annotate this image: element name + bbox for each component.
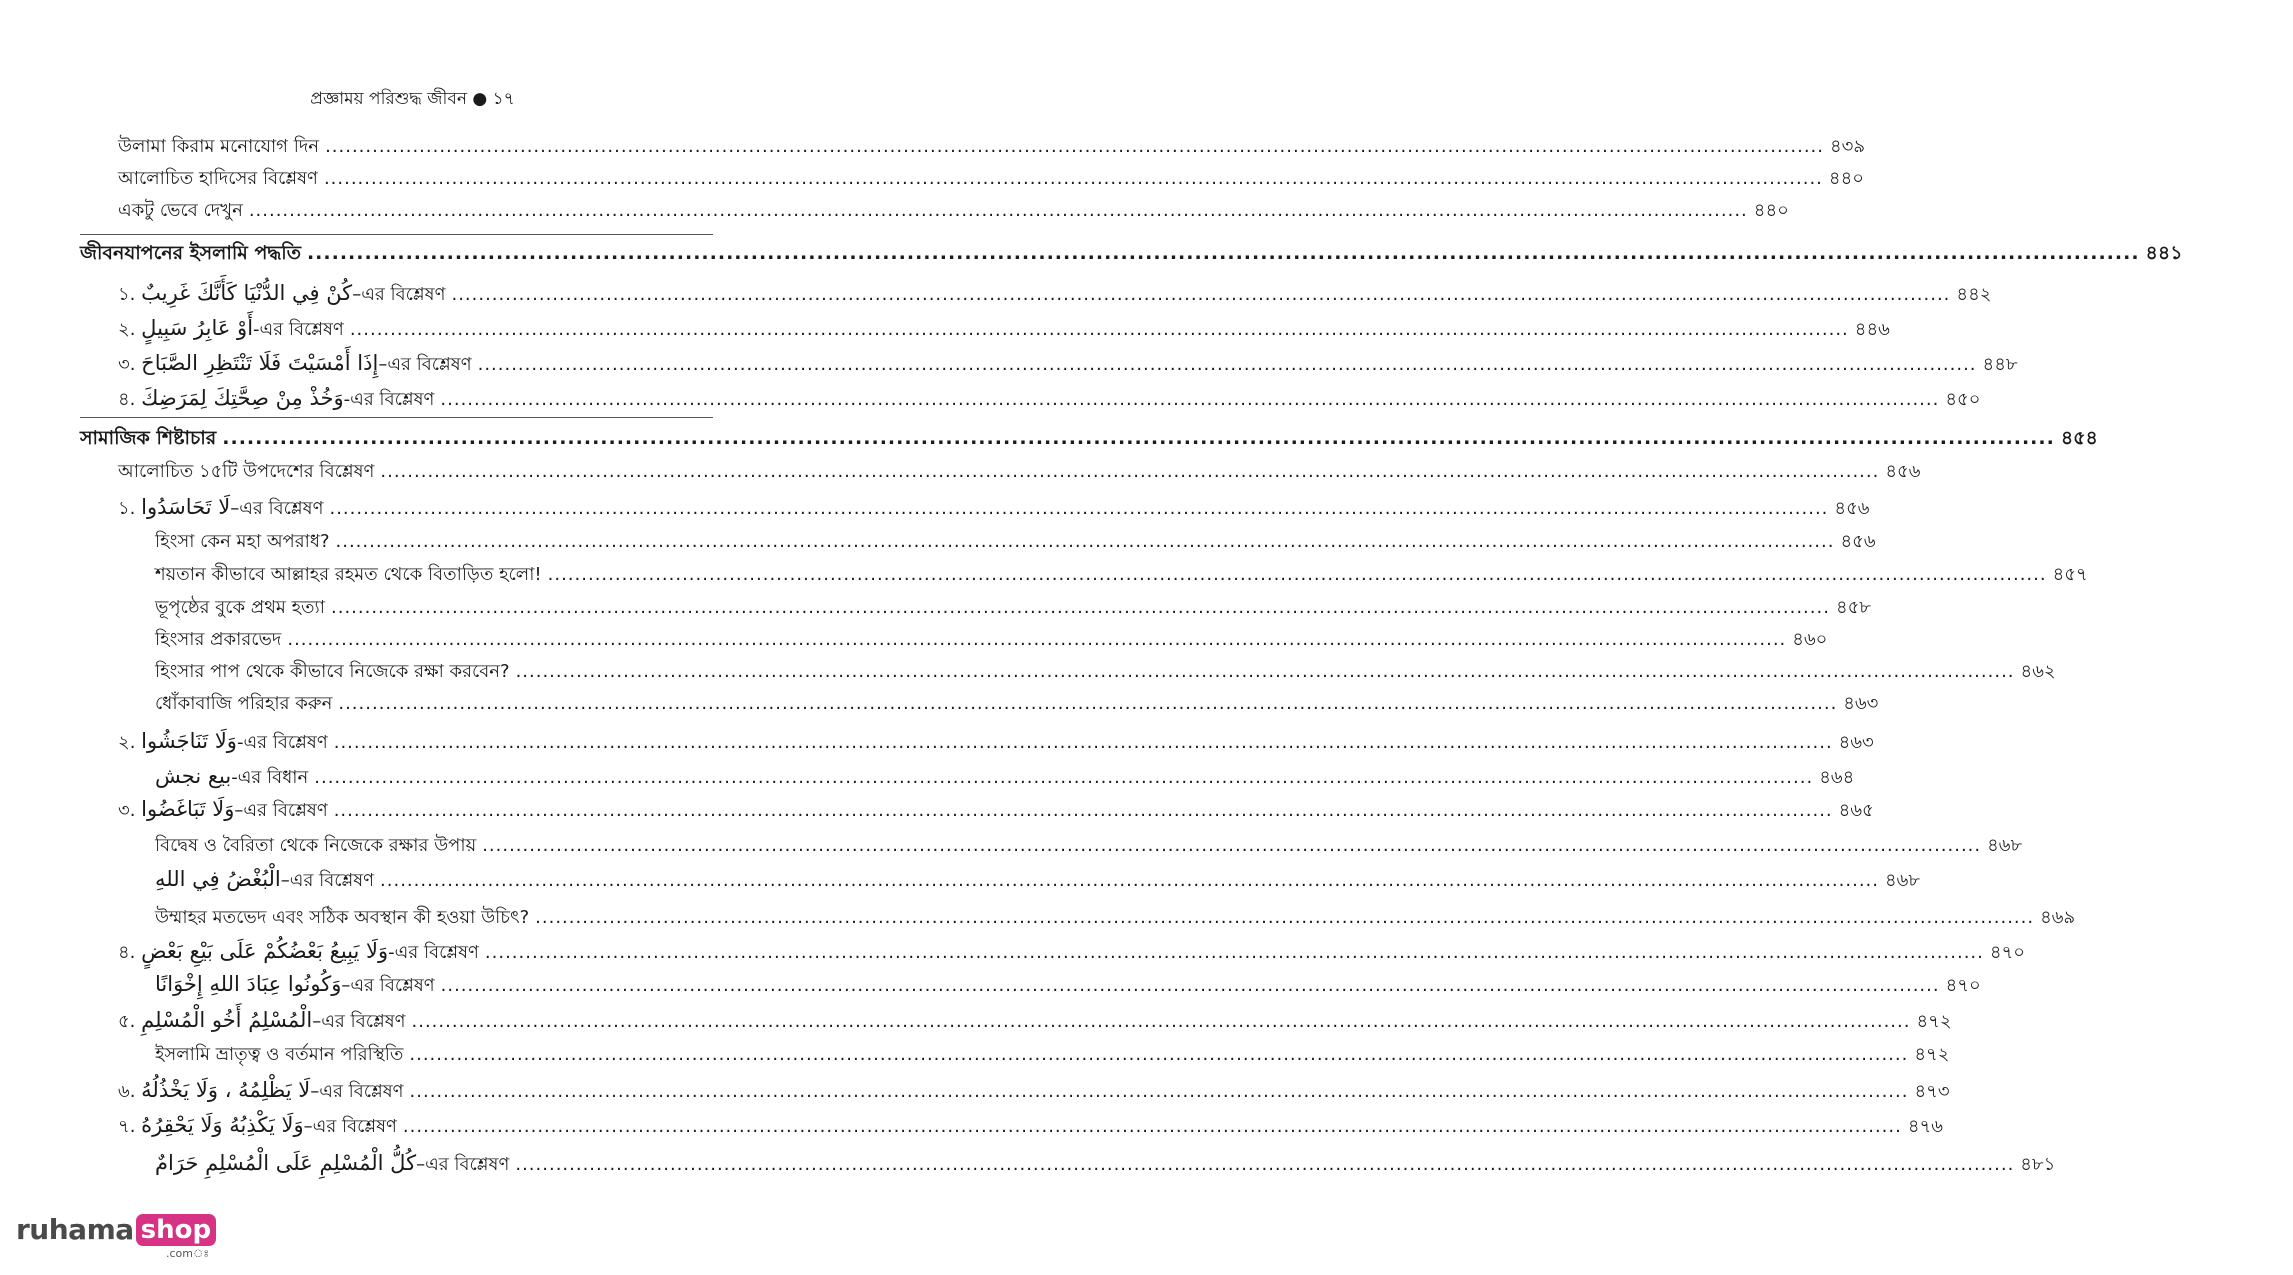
entry-page: ৪৬২ xyxy=(2020,661,2056,682)
arabic-phrase: بيع نجش xyxy=(155,764,232,788)
entry-page: ৪৬৫ xyxy=(1838,800,1874,821)
section-divider xyxy=(80,417,713,418)
entry-page: ৪৭৩ xyxy=(1914,1081,1950,1102)
entry-page: ৪৬৮ xyxy=(1884,870,1921,891)
entry-page: ৪৫৮ xyxy=(1835,597,1871,618)
toc-entry[interactable] xyxy=(0,527,1986,559)
entry-suffix: –এর বিশ্লেষণ xyxy=(312,1011,406,1032)
toc-entry[interactable] xyxy=(0,657,2166,689)
toc-entry[interactable] xyxy=(0,796,1984,828)
entry-page: ৪৪০ xyxy=(1828,168,1864,189)
entry-page: ৪৫৬ xyxy=(1885,461,1921,482)
arabic-phrase: الْمُسْلِمُ أَخُو الْمُسْلِمِ xyxy=(141,1008,313,1032)
entry-page: ৪৫৭ xyxy=(2052,564,2088,585)
entry-page: ৪৬৪ xyxy=(1819,767,1855,788)
entry-page: ৪৭২ xyxy=(1914,1044,1950,1065)
entry-page: ৪৬৩ xyxy=(1838,732,1874,753)
entry-page: ৪৮১ xyxy=(2020,1154,2056,1175)
entry-number: ৩. xyxy=(118,800,136,821)
toc-entry[interactable] xyxy=(0,385,2090,417)
entry-page: ৪৭০ xyxy=(1945,975,1981,996)
entry-title: উম্মাহর মতভেদ এবং সঠিক অবস্থান কী হওয়া উচিৎ? xyxy=(155,907,530,928)
entry-number: ১. xyxy=(118,498,136,519)
entry-title: ইসলামি ভ্রাতৃত্ব ও বর্তমান পরিস্থিতি xyxy=(155,1044,404,1065)
entry-page: ৪৩৯ xyxy=(1830,136,1866,157)
toc-entry[interactable] xyxy=(0,625,1937,657)
entry-suffix: –এর বিশ্লেষণ xyxy=(280,870,375,891)
entry-page: ৪৬৮ xyxy=(1987,835,2023,856)
toc-entry[interactable] xyxy=(0,1007,2062,1039)
entry-page: ৪৫০ xyxy=(1945,389,1981,410)
entry-suffix: –এর বিশ্লেষণ xyxy=(378,354,472,375)
entry-number: ৪. xyxy=(118,942,136,963)
toc-entry[interactable] xyxy=(0,1077,2060,1109)
entry-number: ৭. xyxy=(118,1116,136,1137)
entry-page: ৪৫৪ xyxy=(2060,427,2098,449)
toc-entry[interactable] xyxy=(0,689,1988,721)
entry-page: ৪৪২ xyxy=(1956,284,1992,305)
entry-number: ১. xyxy=(118,284,136,305)
toc-entry[interactable] xyxy=(0,280,2101,312)
arabic-phrase: وَلَا تَبَاغَضُوا xyxy=(141,797,235,821)
entry-suffix: -এর বিধান xyxy=(231,767,309,788)
entry-suffix: -এর বিশ্লেষণ xyxy=(236,732,328,753)
toc-section[interactable] xyxy=(0,424,2208,456)
toc-entry[interactable] xyxy=(0,164,1974,196)
entry-number: ২. xyxy=(118,319,136,340)
entry-suffix: –এর বিশ্লেষণ xyxy=(352,284,446,305)
entry-title: শয়তান কীভাবে আল্লাহর রহমত থেকে বিতাড়িত হলো! xyxy=(155,564,542,585)
entry-number: ৩. xyxy=(118,354,136,375)
toc-entry[interactable] xyxy=(0,831,2132,863)
entry-suffix: –এর বিশ্লেষণ xyxy=(341,975,435,996)
logo-name: ruhama xyxy=(16,1213,134,1246)
entry-suffix: –এর বিশ্লেষণ xyxy=(303,1116,397,1137)
logo-highlight: shop xyxy=(136,1214,216,1246)
toc-entry[interactable] xyxy=(0,494,1979,526)
section-divider xyxy=(80,234,713,235)
entry-page: ৪৫৬ xyxy=(1834,498,1870,519)
toc-entry[interactable] xyxy=(0,315,2000,347)
entry-suffix: -এর বিশ্লেষণ xyxy=(253,319,344,340)
entry-page: ৪৪৮ xyxy=(1982,354,2018,375)
entry-page: ৪৬৯ xyxy=(2040,907,2076,928)
toc-entry[interactable] xyxy=(0,938,2135,970)
toc-entry[interactable] xyxy=(0,593,1981,625)
arabic-phrase: وَكُونُوا عِبَادَ اللهِ إِخْوَانًا xyxy=(155,972,342,996)
arabic-phrase: كُنْ فِي الدُّنْيَا كَأَنَّكَ غَرِيبٌ xyxy=(141,281,353,305)
arabic-phrase: وَخُذْ مِنْ صِحَّتِكَ لِمَرَضِكَ xyxy=(141,386,344,410)
toc-entry[interactable] xyxy=(0,196,1899,228)
toc-entry[interactable] xyxy=(0,132,1975,164)
entry-number: ৫. xyxy=(118,1011,136,1032)
arabic-phrase: كُلُّ الْمُسْلِمِ عَلَى الْمُسْلِمِ حَرَامٌ xyxy=(155,1151,417,1175)
entry-title: আলোচিত ১৫টি উপদেশের বিশ্লেষণ xyxy=(118,461,375,482)
arabic-phrase: وَلَا يَبِيعُ بَعْضُكُمْ عَلَى بَيْعِ بَعْضٍ xyxy=(141,939,389,963)
entry-page: ৪৫৬ xyxy=(1840,531,1876,552)
entry-suffix: -এর বিশ্লেষণ xyxy=(343,389,435,410)
toc-entry[interactable] xyxy=(0,1150,2165,1182)
entry-suffix: –এর বিশ্লেষণ xyxy=(416,1154,510,1175)
entry-number: ৬. xyxy=(118,1081,136,1102)
toc-entry[interactable] xyxy=(0,728,1984,760)
entry-title: আলোচিত হাদিসের বিশ্লেষণ xyxy=(118,168,318,189)
toc-entry[interactable] xyxy=(0,903,2185,935)
entry-number: ২. xyxy=(118,732,136,753)
entry-page: ৪৭২ xyxy=(1916,1011,1952,1032)
ruhama-shop-logo xyxy=(16,1213,216,1260)
toc-entry[interactable] xyxy=(0,457,2030,489)
entry-suffix: –এর বিশ্লেষণ xyxy=(230,498,324,519)
logo-domain: .comঃ xyxy=(166,1247,210,1260)
entry-page: ৪৬৩ xyxy=(1843,693,1879,714)
toc-section[interactable] xyxy=(0,239,2293,271)
entry-suffix: -এর বিশ্লেষণ xyxy=(388,942,479,963)
toc-entry[interactable] xyxy=(0,1112,2053,1144)
entry-title: উলামা কিরাম মনোযোগ দিন xyxy=(118,136,320,157)
entry-page: ৪৭৬ xyxy=(1907,1116,1943,1137)
toc-entry[interactable] xyxy=(0,866,2030,898)
entry-suffix: –এর বিশ্লেষণ xyxy=(310,1081,404,1102)
section-title: জীবনযাপনের ইসলামি পদ্ধতি xyxy=(80,242,301,264)
entry-title: ভূপৃষ্ঠের বুকে প্রথম হত্যা xyxy=(155,597,325,618)
toc-entry[interactable] xyxy=(0,763,1964,795)
entry-page: ৪৭০ xyxy=(1989,942,2025,963)
arabic-phrase: إِذَا أَمْسَيْتَ فَلَا تَنْتَظِرِ الصَّبَاحَ xyxy=(141,351,379,375)
arabic-phrase: لَا تَحَاسَدُوا xyxy=(141,495,231,519)
entry-title: হিংসার প্রকারভেদ xyxy=(155,629,282,650)
entry-title: একটু ভেবে দেখুন xyxy=(118,200,243,221)
arabic-phrase: أَوْ عَابِرُ سَبِيلٍ xyxy=(141,316,254,340)
entry-title: বিদ্বেষ ও বৈরিতা থেকে নিজেকে রক্ষার উপায় xyxy=(155,835,477,856)
entry-page: ৪৪৬ xyxy=(1854,319,1890,340)
entry-page: ৪৪১ xyxy=(2145,242,2183,264)
entry-title: ধোঁকাবাজি পরিহার করুন xyxy=(155,693,333,714)
toc-entry[interactable] xyxy=(0,1040,2059,1072)
entry-number: ৪. xyxy=(118,389,136,410)
entry-suffix: –এর বিশ্লেষণ xyxy=(234,800,328,821)
toc-entry[interactable] xyxy=(0,971,2091,1003)
toc-entry[interactable] xyxy=(0,560,2198,592)
entry-title: হিংসা কেন মহা অপরাধ? xyxy=(155,531,330,552)
arabic-phrase: الْبُغْضُ فِي اللهِ xyxy=(155,867,281,891)
arabic-phrase: وَلَا تَنَاجَشُوا xyxy=(141,729,237,753)
entry-page: ৪৬০ xyxy=(1792,629,1828,650)
arabic-phrase: وَلَا يَكْذِبُهُ وَلَا يَحْقِرُهُ xyxy=(141,1113,304,1137)
section-title: সামাজিক শিষ্টাচার xyxy=(80,427,217,449)
entry-title: হিংসার পাপ থেকে কীভাবে নিজেকে রক্ষা করবেন? xyxy=(155,661,510,682)
arabic-phrase: لَا يَظْلِمُهُ ، وَلَا يَخْذُلُهُ xyxy=(141,1078,311,1102)
entry-page: ৪৪০ xyxy=(1753,200,1789,221)
running-header: প্রজ্ঞাময় পরিশুদ্ধ জীবন ● ১৭ xyxy=(310,89,515,109)
toc-entry[interactable] xyxy=(0,350,2128,382)
